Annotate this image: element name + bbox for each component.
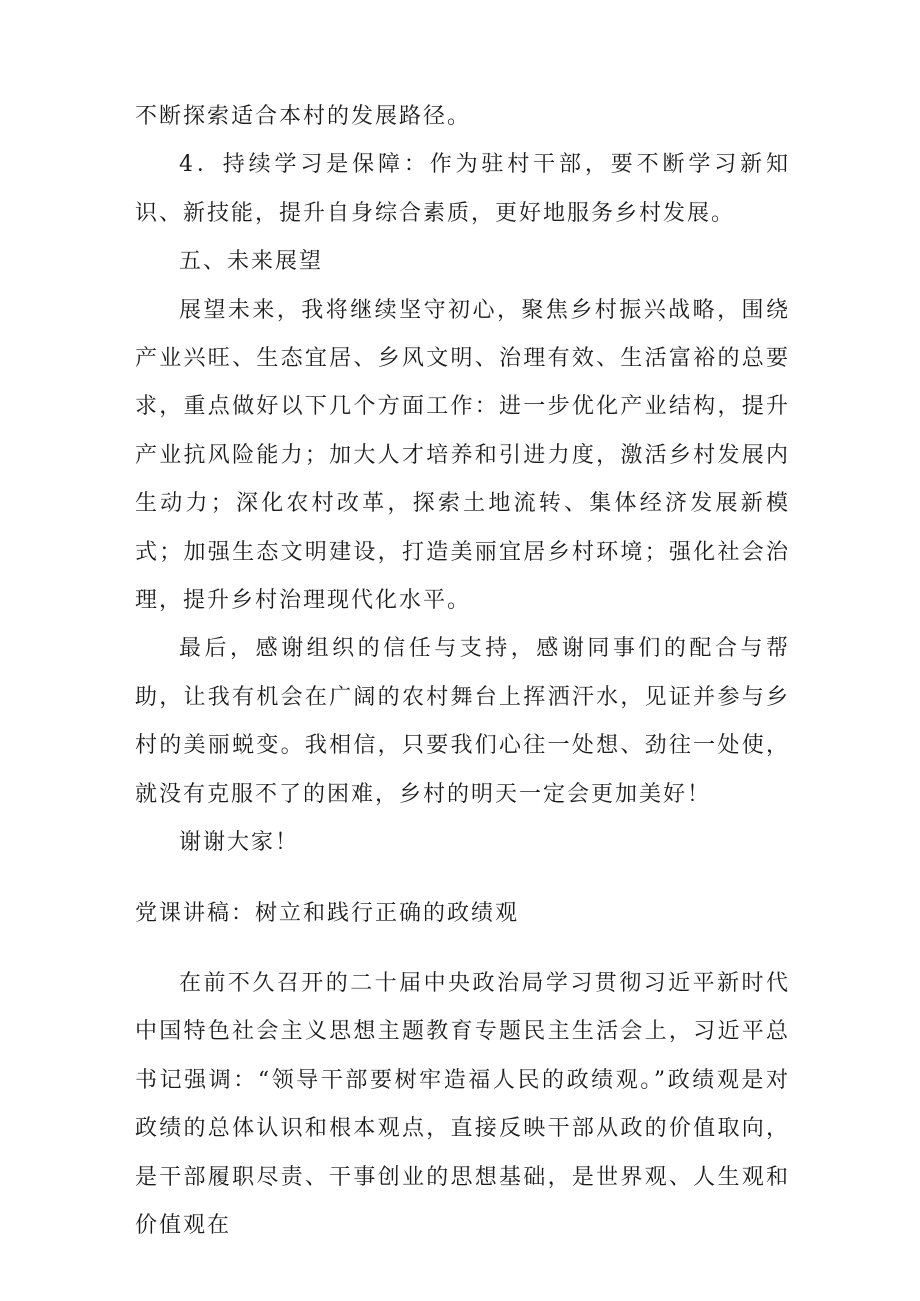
paragraph-continuation: 不断探索适合本村的发展路径。 xyxy=(135,104,472,129)
paragraph-thanks: 最后，感谢组织的信任与支持，感谢同事们的配合与帮助，让我有机会在广阔的农村舞台上挥洒汗水，见证并参与乡村的美丽蜕变。我相信，只要我们心往一处想、劲往一处使，就没有克服不了的困难，乡村的明天一定会更加美好！ xyxy=(135,636,790,807)
paragraph-closing: 谢谢大家！ xyxy=(179,830,300,856)
section-heading-future-outlook: 五、未来展望 xyxy=(179,249,324,275)
paragraph-point-4: 4．持续学习是保障：作为驻村干部，要不断学习新知识、新技能，提升自身综合素质，更好地服务乡村发展。 xyxy=(135,152,790,226)
paragraph-outlook: 展望未来，我将继续坚守初心，聚焦乡村振兴战略，围绕产业兴旺、生态宜居、乡风文明、治理有效、生活富裕的总要求，重点做好以下几个方面工作：进一步优化产业结构，提升产业抗风险能力；加大人才培养和引进力度，激活乡村发展内生动力；深化农村改革，探索土地流转、集体经济发展新模式；加强生态文明建设，打造美丽宜居乡村环境；强化社会治理，提升乡村治理现代化水平。 xyxy=(135,297,790,614)
second-document-title: 党课讲稿：树立和践行正确的政绩观 xyxy=(135,900,520,926)
paragraph-second-intro: 在前不久召开的二十届中央政治局学习贯彻习近平新时代中国特色社会主义思想主题教育专题民主生活会上，习近平总书记强调：“领导干部要树牢造福人民的政绩观。”政绩观是对政绩的总体认识和根本观点，直接反映干部从政的价值取向，是干部履职尽责、干事创业的思想基础，是世界观、人生观和价值观在 xyxy=(135,970,790,1238)
document-body xyxy=(135,93,790,1250)
